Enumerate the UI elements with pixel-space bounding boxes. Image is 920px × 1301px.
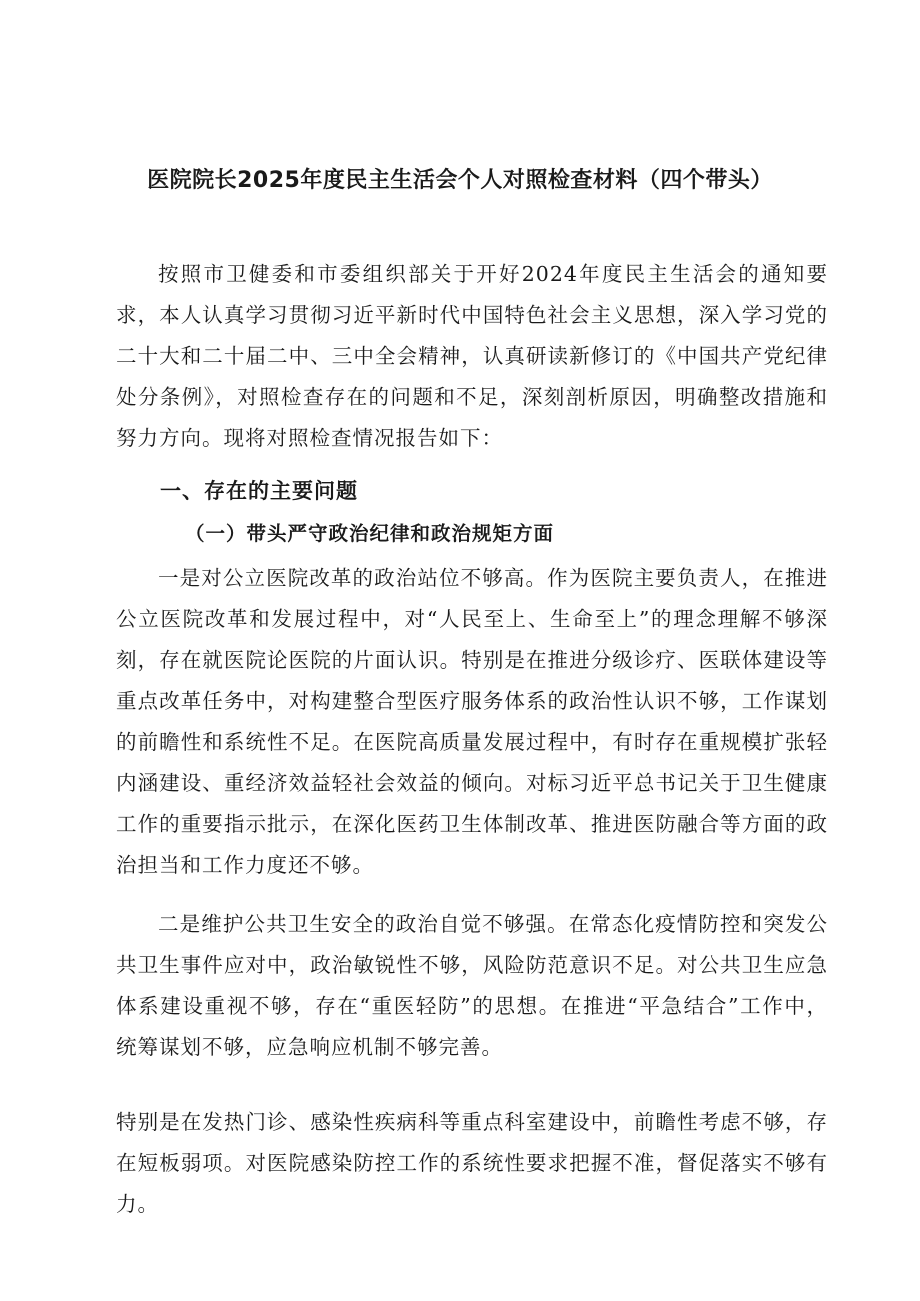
paragraph-political-stance: 一是对公立医院改革的政治站位不够高。作为医院主要负责人，在推进公立医院改革和发展过程中，对“人民至上、生命至上”的理念理解不够深刻，存在就医院论医院的片面认识。特别是在推进分级诊疗、医联体建设等重点改革任务中，对构建整合型医疗服务体系的政治性认识不够，工作谋划的前瞻性和系统性不足。在医院高质量发展过程中，有时存在重规模扩张轻内涵建设、重经济效益轻社会效益的倾向。对标习近平总书记关于卫生健康工作的重要指示批示，在深化医药卫生体制改革、推进医防融合等方面的政治担当和工作力度还不够。 (116, 566, 828, 877)
paragraph-key-departments: 特别是在发热门诊、感染性疾病科等重点科室建设中，前瞻性考虑不够，存在短板弱项。对医院感染防控工作的系统性要求把握不准，督促落实不够有力。 (116, 1110, 828, 1216)
document-title: 医院院长2025年度民主生活会个人对照检查材料（四个带头） (147, 168, 773, 193)
intro-paragraph: 按照市卫健委和市委组织部关于开好2024年度民主生活会的通知要求，本人认真学习贯彻习近平新时代中国特色社会主义思想，深入学习党的二十大和二十届二中、三中全会精神，认真研读新修订的《中国共产党纪律处分条例》，对照检查存在的问题和不足，深刻剖析原因，明确整改措施和努力方向。现将对照检查情况报告如下： (116, 262, 828, 450)
subsection-heading: （一）带头严守政治纪律和政治规矩方面 (185, 522, 555, 545)
paragraph-public-health: 二是维护公共卫生安全的政治自觉不够强。在常态化疫情防控和突发公共卫生事件应对中，政治敏锐性不够，风险防范意识不足。对公共卫生应急体系建设重视不够，存在“重医轻防”的思想。在推进“平急结合”工作中，统筹谋划不够，应急响应机制不够完善。 (116, 912, 828, 1059)
section-heading: 一、存在的主要问题 (160, 479, 358, 503)
